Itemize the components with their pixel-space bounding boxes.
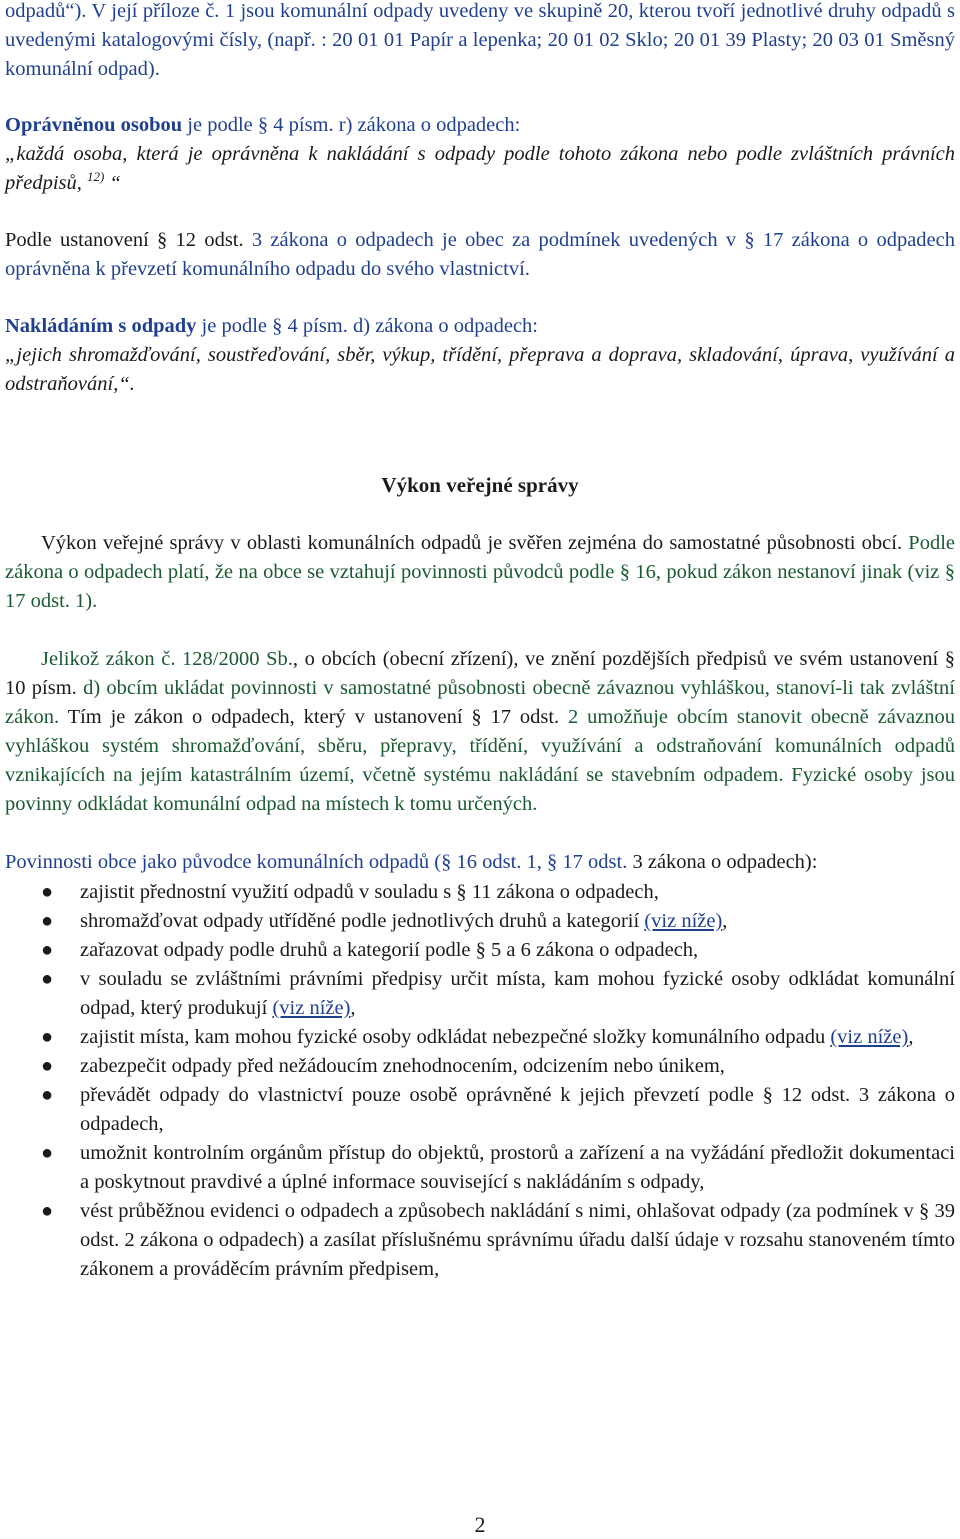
bullet-icon: ●	[41, 1026, 54, 1048]
list-item-text: zajistit místa, kam mohou fyzické osoby odkládat nebezpečné složky komunálního odpadu	[80, 1026, 831, 1048]
paragraph-text: Podle zákona o odpadech platí, že na obce se vztahují povinnosti původců podle § 16, pokud zákon nestanoví jinak (viz § 17 odst. 1).	[5, 532, 956, 612]
page-number: 2	[474, 1512, 486, 1537]
paragraph-text: , o obcích (obecní zřízení), ve znění pozdějších předpisů ve svém ustanovení § 10 písm.	[5, 648, 955, 699]
list-item-punctuation: ,	[722, 910, 728, 932]
list-item	[5, 1139, 955, 1197]
list-item	[5, 936, 955, 965]
list-item-text: v souladu se zvláštními právními předpisy určit místa, kam mohou fyzické osoby odkládat komunální odpad, který produkují	[80, 968, 955, 1019]
bullet-icon: ●	[41, 1200, 54, 1222]
list-item	[5, 1197, 955, 1284]
bullet-icon: ●	[41, 1084, 54, 1106]
paragraph-text: d) obcím ukládat povinnosti v samostatné působnosti obecně závaznou vyhláškou, stanoví-li tak zvláštní zákon.	[5, 677, 955, 728]
bullet-icon: ●	[41, 968, 54, 990]
list-item	[5, 965, 955, 1023]
bullet-icon: ●	[41, 1142, 54, 1164]
bullet-icon: ●	[41, 939, 54, 961]
paragraph-text: je podle § 4 písm.	[196, 315, 348, 337]
paragraph-text: 3 zákona o odpadech je obec za podmínek uvedených v § 17 zákona o odpadech oprávněna k převzetí komunálního odpadu do svého vlastnictví.	[5, 229, 955, 280]
term-waste-handling: Nakládáním s odpady	[5, 315, 197, 337]
list-item	[5, 878, 955, 907]
term-authorized-person: Oprávněnou osobou	[5, 114, 183, 136]
paragraph-obligations-intro	[5, 848, 955, 877]
list-item	[5, 1081, 955, 1139]
list-item-punctuation: ,	[908, 1026, 914, 1048]
see-below-link[interactable]: (viz níže)	[272, 997, 351, 1019]
list-item-text: vést průběžnou evidenci o odpadech a způsobech nakládání s nimi, ohlašovat odpady (za podmínek v § 39 odst. 2 zákona o odpadech) a zasílat příslušnému správnímu úřadu další údaje v rozsahu stanoveném tímto zákonem a prováděcím právním předpisem,	[80, 1200, 955, 1280]
obligations-list	[5, 878, 955, 1284]
quote-text: „každá osoba, která je oprávněna k nakládání s odpady podle tohoto zákona nebo podle zvláštních právních předpisů,	[5, 143, 955, 194]
list-item-punctuation: ,	[350, 997, 356, 1019]
list-item	[5, 907, 955, 936]
list-item-text: umožnit kontrolním orgánům přístup do objektů, prostorů a zařízení a na vyžádání předložit dokumentaci a poskytnout pravdivé a úplné informace související s nakládáním s odpady,	[80, 1142, 955, 1193]
paragraph-public-admin	[5, 529, 955, 616]
quote-end: “	[104, 172, 121, 194]
paragraph-text: 3 zákona o odpadech):	[627, 851, 818, 873]
paragraph-text: odpadů“). V její příloze č. 1 jsou komunální odpady uvedeny ve skupině 20, kterou tvoří jednotlivé druhy odpadů s uvedenými katalogovými čísly, (např. : 20 01 01 Papír a lepenka; 20 01 02 Sklo; 20 01 39 Plasty; 20 03 01 Směsný komunální odpad).	[5, 0, 955, 80]
paragraph-authorized-person	[5, 111, 955, 198]
list-item-text: shromažďovat odpady utříděné podle jednotlivých druhů a kategorií	[80, 910, 645, 932]
list-item-text: zařazovat odpady podle druhů a kategorií podle § 5 a 6 zákona o odpadech,	[80, 939, 699, 961]
see-below-link[interactable]: (viz níže)	[644, 910, 723, 932]
paragraph-text: Výkon veřejné správy v oblasti komunálních odpadů je svěřen zejména do samostatné působnosti obcí.	[41, 532, 903, 554]
paragraph-municipality-takeover	[5, 226, 955, 284]
paragraph-text: Tím je zákon o odpadech, který v ustanovení § 17 odst.	[59, 706, 560, 728]
quote-text: „jejich shromažďování, soustřeďování, sběr, výkup, třídění, přeprava a doprava, skladování, úprava, využívání a odstraňování,“.	[5, 344, 955, 395]
footnote-ref: 12)	[87, 169, 105, 185]
paragraph-waste-handling	[5, 312, 955, 399]
paragraph-text: je podle § 4 písm. r) zákona o odpadech:	[182, 114, 521, 136]
bullet-icon: ●	[41, 1055, 54, 1077]
paragraph-text: Povinnosti obce jako původce komunálních odpadů (§ 16 odst. 1, § 17 odst.	[5, 851, 628, 873]
see-below-link[interactable]: (viz níže)	[830, 1026, 909, 1048]
section-heading: Výkon veřejné správy	[381, 473, 579, 497]
bullet-icon: ●	[41, 910, 54, 932]
list-item-text: převádět odpady do vlastnictví pouze osobě oprávněné k jejich převzetí podle § 12 odst. 3 zákona o odpadech,	[80, 1084, 955, 1135]
document-page	[5, 0, 955, 1284]
list-item	[5, 1023, 955, 1052]
paragraph-text: Podle ustanovení § 12 odst.	[5, 229, 244, 251]
list-item	[5, 1052, 955, 1081]
paragraph-text: Jelikož zákon č. 128/2000 Sb.	[41, 648, 293, 670]
paragraph-catalogue	[5, 0, 955, 84]
paragraph-text: 2 umožňuje obcím stanovit obecně závaznou vyhláškou systém shromažďování, sběru, přepravy, třídění, využívání a odstraňování komunálních odpadů vznikajících na jejím katastrálním území, včetně systému nakládání se stavebním odpadem. Fyzické osoby jsou povinny odkládat komunální odpad na místech k tomu určených.	[5, 706, 956, 815]
paragraph-text: d) zákona o odpadech:	[347, 315, 539, 337]
list-item-text: zabezpečit odpady před nežádoucím znehodnocením, odcizením nebo únikem,	[80, 1055, 725, 1077]
list-item-text: zajistit přednostní využití odpadů v souladu s § 11 zákona o odpadech,	[80, 881, 659, 903]
bullet-icon: ●	[41, 881, 54, 903]
paragraph-municipal-law	[5, 645, 955, 819]
